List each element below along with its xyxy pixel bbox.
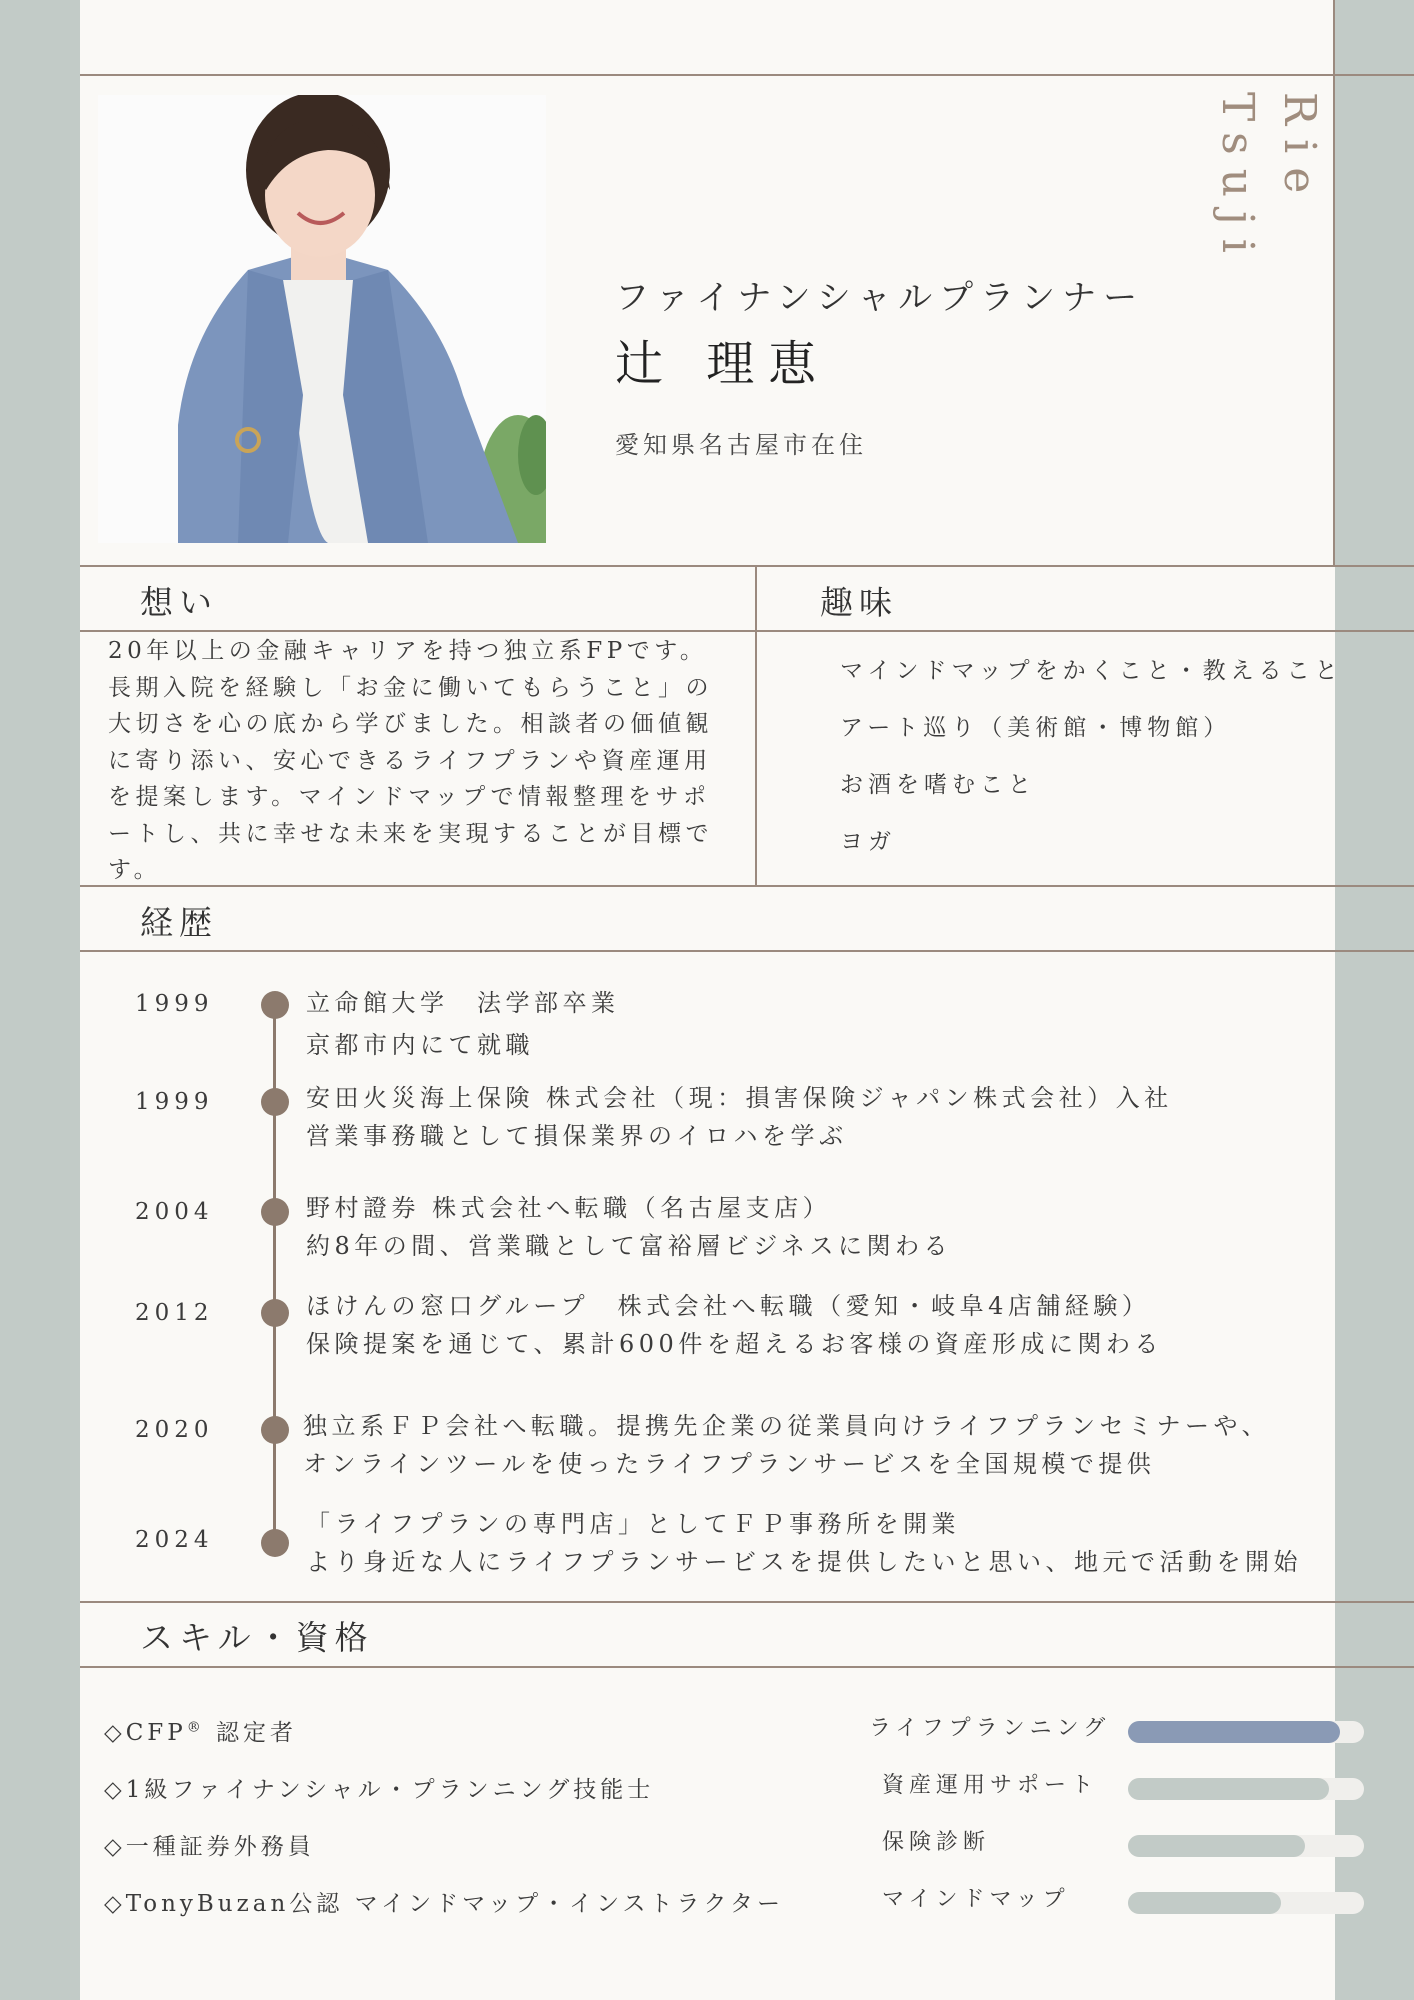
skill-fill (1128, 1721, 1340, 1743)
timeline-dot (261, 1529, 289, 1557)
timeline-line (273, 1003, 276, 1545)
skill-fill (1128, 1892, 1281, 1914)
about-text: 20年以上の金融キャリアを持つ独立系FPです。長期入院を経験し「お金に働いてもらうこと」の大切さを心の底から学びました。相談者の価値観に寄り添い、安心できるライフプランや資産運用を提案します。マインドマップで情報整理をサポートし、共に幸せな未来を実現することが目標です。 (108, 638, 713, 883)
qualification-item (104, 1714, 784, 1771)
divider (80, 565, 1414, 567)
divider (80, 1666, 1414, 1668)
timeline-dot (261, 1088, 289, 1116)
timeline-year: 1999 (135, 1089, 214, 1115)
registered-mark: ® (186, 1719, 205, 1736)
job-title: ファイナンシャルプランナー (615, 278, 1145, 318)
hobby-item: マインドマップをかくこと・教えること (840, 658, 1343, 684)
profile-photo (98, 95, 546, 543)
qualification-suffix: 認定者 (204, 1720, 298, 1746)
qualification-item (104, 1828, 784, 1885)
english-first-name: Rie (1274, 92, 1325, 208)
timeline-text (306, 1189, 952, 1265)
location: 愛知県名古屋市在住 (615, 431, 867, 459)
qualification-list (104, 1714, 784, 1942)
divider (80, 74, 1414, 76)
timeline-line-2: 営業事務職として損保業界のイロハを学ぶ (306, 1122, 848, 1150)
hobby-item: ヨガ (840, 829, 896, 855)
timeline-text (306, 1505, 1302, 1581)
hobby-list (840, 652, 1343, 880)
timeline-dot (261, 1416, 289, 1444)
divider (80, 630, 1414, 632)
qualification-item (104, 1771, 784, 1828)
english-name (1190, 92, 1330, 292)
skill-bar-row (860, 1768, 1370, 1808)
skill-bar-row (860, 1825, 1370, 1865)
skill-fill (1128, 1835, 1305, 1857)
skill-label: 保険診断 (882, 1830, 991, 1855)
divider (755, 566, 757, 886)
about-heading: 想い (140, 583, 218, 622)
timeline-year: 2004 (135, 1199, 214, 1225)
qualification-text: ◇TonyBuzan公認 マインドマップ・インストラクター (104, 1891, 785, 1917)
timeline-line-1: 「ライフプランの専門店」としてＦＰ事務所を開業 (306, 1510, 961, 1538)
timeline-year: 2024 (135, 1527, 214, 1553)
skill-track (1128, 1721, 1364, 1743)
qualification-item (104, 1885, 784, 1942)
timeline-line-2: 約8年の間、営業職として富裕層ビジネスに関わる (306, 1232, 953, 1260)
timeline-year: 2020 (135, 1417, 214, 1443)
timeline-dot (261, 1198, 289, 1226)
hobbies-heading: 趣味 (820, 583, 898, 622)
skill-track (1128, 1835, 1364, 1857)
divider (80, 1601, 1414, 1603)
timeline-text (306, 1287, 1163, 1363)
skill-bar-row (860, 1711, 1370, 1751)
divider (1333, 0, 1335, 566)
timeline-line-2: より身近な人にライフプランサービスを提供したいと思い、地元で活動を開始 (306, 1548, 1303, 1576)
timeline-line-1: 立命館大学 法学部卒業 (306, 989, 620, 1017)
timeline-line-2: オンラインツールを使ったライフプランサービスを全国規模で提供 (303, 1450, 1156, 1478)
skill-label: ライフプランニング (869, 1716, 1111, 1741)
timeline-line-2: 京都市内にて就職 (306, 1031, 534, 1059)
skill-label: 資産運用サポート (882, 1773, 1099, 1798)
timeline-line-2: 保険提案を通じて、累計600件を超えるお客様の資産形成に関わる (306, 1330, 1163, 1358)
person-name: 辻 理恵 (615, 336, 831, 392)
skill-track (1128, 1778, 1364, 1800)
qualification-text: ◇1級ファイナンシャル・プランニング技能士 (104, 1777, 655, 1803)
skills-heading: スキル・資格 (140, 1618, 374, 1657)
timeline-dot (261, 991, 289, 1019)
skill-bar-row (860, 1882, 1370, 1922)
divider (80, 950, 1414, 952)
qualification-text: ◇一種証券外務員 (104, 1834, 315, 1860)
timeline-line-1: 野村證券 株式会社へ転職（名古屋支店） (306, 1194, 832, 1222)
timeline-text (306, 1079, 1173, 1155)
timeline-line-1: 独立系ＦＰ会社へ転職。提携先企業の従業員向けライフプランセミナーや、 (303, 1412, 1271, 1440)
timeline-line-1: ほけんの窓口グループ 株式会社へ転職（愛知・岐阜4店舗経験） (306, 1292, 1151, 1320)
career-heading: 経歴 (140, 903, 218, 942)
english-last-name: Tsuji (1212, 92, 1263, 267)
timeline-dot (261, 1299, 289, 1327)
skill-track (1128, 1892, 1364, 1914)
timeline-line-1: 安田火災海上保険 株式会社（現：損害保険ジャパン株式会社）入社 (306, 1084, 1173, 1112)
timeline-text (306, 982, 620, 1066)
skill-fill (1128, 1778, 1329, 1800)
timeline-year: 1999 (135, 991, 214, 1017)
qualification-text: ◇CFP (104, 1720, 187, 1746)
hobby-item: お酒を嗜むこと (840, 772, 1036, 798)
hobby-item: アート巡り（美術館・博物館） (840, 715, 1232, 741)
skill-label: マインドマップ (882, 1887, 1070, 1912)
timeline-text (303, 1407, 1270, 1483)
portrait-image (98, 95, 546, 543)
timeline-year: 2012 (135, 1300, 214, 1326)
